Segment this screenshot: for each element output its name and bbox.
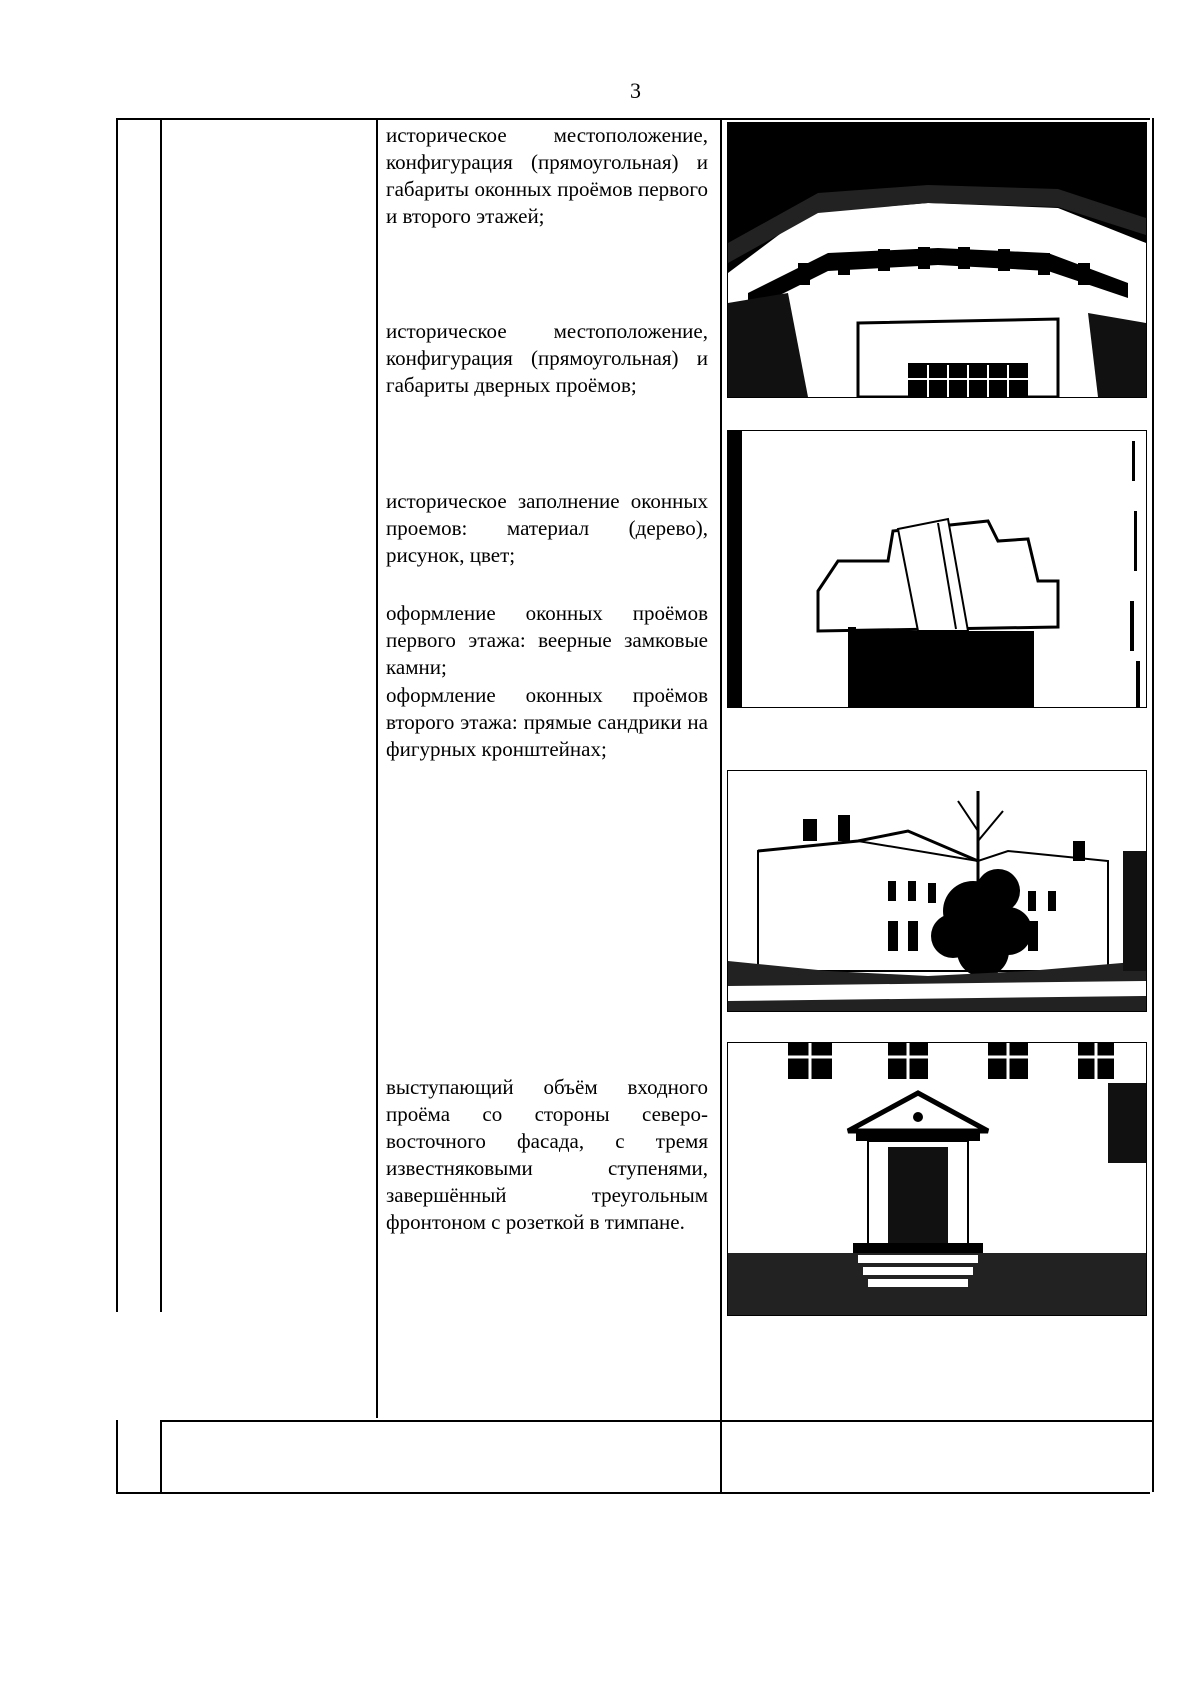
column-line-5 — [1152, 118, 1154, 1492]
column-line-3 — [376, 118, 378, 1418]
item-6-text: выступающий объём входного проёма со стороны северо-восточного фасада, с тремя известняковыми ступенями, завершённый треугольным фронтоном с розеткой в тимпане. — [386, 1075, 708, 1234]
entrance-portico-photo — [727, 1042, 1147, 1316]
item-4-text: оформление оконных проёмов первого этажа: веерные замковые камни; — [386, 601, 708, 679]
item-3-text: историческое заполнение оконных проемов: материал (дерево), рисунок, цвет; — [386, 489, 708, 567]
page-number: 3 — [630, 78, 641, 103]
keystone-photo — [727, 430, 1147, 708]
column-line-1 — [116, 118, 118, 1312]
table-top-border — [116, 118, 1150, 120]
column-line-4 — [720, 118, 722, 1492]
cornice-corner-photo — [727, 122, 1147, 398]
item-1-text: историческое местоположение, конфигурация (прямоугольная) и габариты оконных проёмов первого и второго этажей; — [386, 123, 708, 228]
row-divider — [160, 1420, 1152, 1422]
item-2-text: историческое местоположение, конфигурация (прямоугольная) и габариты дверных проёмов; — [386, 319, 708, 397]
column-line-1-lower — [116, 1420, 118, 1494]
column-line-2 — [160, 118, 162, 1312]
column-line-2-lower — [160, 1420, 162, 1494]
building-exterior-photo — [727, 770, 1147, 1012]
table-bottom-border — [116, 1492, 1150, 1494]
item-5-text: оформление оконных проёмов второго этажа: прямые сандрики на фигурных кронштейнах; — [386, 683, 708, 761]
